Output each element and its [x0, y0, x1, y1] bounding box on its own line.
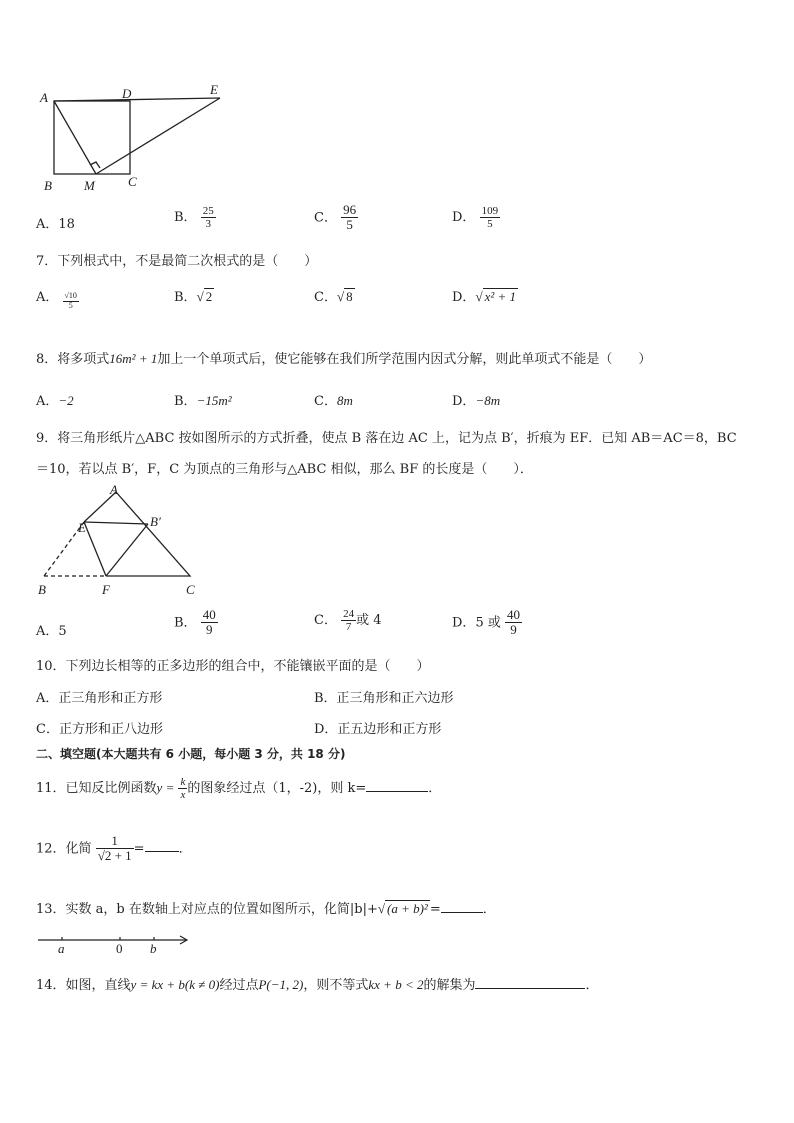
q9-figure	[30, 484, 220, 602]
fraction: $\frac{k}{x}$	[180, 776, 186, 802]
q9-option-d[interactable]: D．5 或 $\frac{40}{9}$	[452, 607, 520, 638]
sqrt: √ 8	[336, 289, 353, 304]
fraction: $\frac{1}{√2 + 1}$	[97, 833, 132, 864]
q7-option-a[interactable]: A． $\frac{√10}{5}$	[36, 289, 77, 310]
label-c: C	[186, 582, 195, 597]
q10-option-d[interactable]: D．正五边形和正方形	[314, 722, 442, 737]
q10-option-a[interactable]: A．正三角形和正方形	[36, 691, 163, 706]
label-b: B	[38, 582, 46, 597]
label-b: b	[150, 941, 157, 956]
label-a: A	[40, 90, 48, 105]
fraction: $\frac{40}{9}$	[202, 607, 216, 638]
q12-text: 12．化简 $\frac{1}{√2 + 1}$ = ．	[36, 833, 192, 864]
label-e: E	[210, 82, 218, 97]
section-heading: 二、填空题(本大题共有 6 小题，每小题 3 分，共 18 分)	[36, 747, 346, 761]
answer-blank[interactable]	[475, 987, 585, 989]
fraction: $\frac{24}{7}$	[343, 608, 355, 634]
q6-option-a[interactable]: A．18	[36, 217, 75, 232]
label-c: C	[128, 174, 137, 189]
line-ef	[84, 522, 106, 576]
fraction: $\frac{40}{9}$	[506, 607, 520, 638]
q13-text: 13．实数 a，b 在数轴上对应点的位置如图所示，化简|b|+√ (a + b)² = ．	[36, 901, 496, 917]
q8-option-b[interactable]: B．−15m²	[174, 393, 232, 409]
q9-text-line2: ＝10，若以点 B′，F，C 为顶点的三角形与△ABC 相似，那么 BF 的长度是（ ）．	[36, 462, 533, 477]
label-d: D	[122, 86, 132, 101]
line-fb-prime	[106, 524, 148, 576]
number-line	[36, 932, 196, 958]
answer-blank[interactable]	[366, 790, 428, 792]
q8-option-a[interactable]: A．−2	[36, 393, 74, 409]
triangle-sides	[106, 492, 190, 576]
q10-text: 10．下列边长相等的正多边形的组合中，不能镶嵌平面的是（ ）	[36, 659, 430, 674]
q6-figure	[30, 78, 230, 198]
square-abcd	[54, 101, 130, 174]
label-e: E	[78, 520, 86, 535]
q7-text: 7．下列根式中，不是最简二次根式的是（ ）	[36, 254, 318, 269]
fraction: $\frac{√10}{5}$	[64, 291, 77, 310]
q10-option-c[interactable]: C．正方形和正八边形	[36, 722, 163, 737]
q8-option-d[interactable]: D．−8m	[452, 393, 501, 409]
answer-blank[interactable]	[441, 911, 483, 913]
q10-option-b[interactable]: B．正三角形和正六边形	[314, 691, 454, 706]
q7-option-d[interactable]: D．√ x² + 1	[452, 289, 517, 305]
label-b-prime: B′	[150, 514, 161, 529]
fraction: $\frac{25}{3}$	[202, 205, 214, 231]
q6-option-b[interactable]: B． $\frac{25}{3}$	[174, 205, 214, 231]
sqrt: √ (a + b)²	[377, 901, 428, 916]
q9-text-line1: 9．将三角形纸片△ABC 按如图所示的方式折叠，使点 B 落在边 AC 上，记为点 B′，折痕为 EF．已知 AB＝AC＝8，BC	[36, 431, 737, 446]
q7-option-c[interactable]: C．√ 8	[314, 289, 353, 305]
q9-option-a[interactable]: A．5	[36, 624, 67, 639]
label-zero: 0	[116, 941, 123, 956]
q6-option-d[interactable]: D． $\frac{109}{5}$	[452, 205, 499, 231]
label-a: A	[110, 484, 118, 497]
label-b: B	[44, 178, 52, 193]
sqrt: √ 2	[196, 289, 213, 304]
fraction: $\frac{96}{5}$	[343, 202, 357, 233]
q14-text: 14．如图，直线y = kx + b(k ≠ 0)经过点P(−1, 2)，则不等式kx + b < 2的解集为 ．	[36, 977, 599, 993]
q6-option-c[interactable]: C． $\frac{96}{5}$	[314, 202, 357, 233]
fraction: $\frac{109}{5}$	[481, 205, 499, 231]
label-m: M	[84, 178, 95, 193]
q7-option-b[interactable]: B．√ 2	[174, 289, 213, 305]
label-a: a	[58, 941, 65, 956]
q9-option-c[interactable]: C． $\frac{24}{7}$ 或 4	[314, 608, 382, 634]
line-eb-prime	[84, 522, 148, 524]
answer-blank[interactable]	[145, 850, 179, 852]
line-me	[96, 98, 220, 174]
line-am	[54, 101, 96, 174]
q8-text: 8．将多项式16m² + 1加上一个单项式后，使它能够在我们所学范围内因式分解，则此单项式不能是（ ）	[36, 351, 652, 367]
q8-option-c[interactable]: C．8m	[314, 393, 353, 409]
label-f: F	[102, 582, 110, 597]
q9-option-b[interactable]: B． $\frac{40}{9}$	[174, 607, 216, 638]
sqrt: √ x² + 1	[475, 289, 517, 304]
q11-text: 11．已知反比例函数y = $\frac{k}{x}$ 的图象经过点（1，-2)，则 k= ．	[36, 776, 442, 802]
